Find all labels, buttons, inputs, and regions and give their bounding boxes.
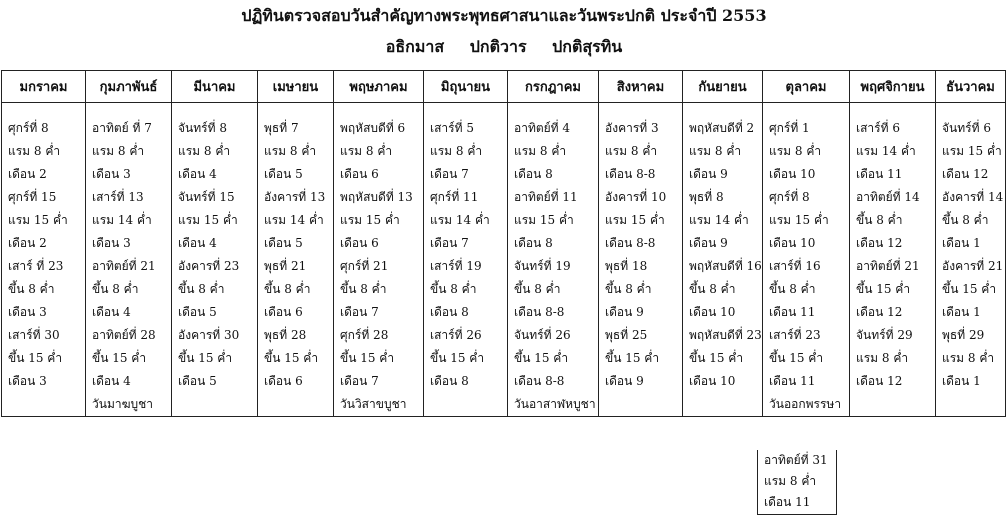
page-title: ปฏิทินตรวจสอบวันสำคัญทางพระพุทธศาสนาและวันพระปกติ ประจำปี 2553	[241, 6, 767, 25]
day-line: อังคารที่ 13	[264, 190, 326, 204]
lunar-month-line: เดือน 1	[942, 305, 981, 319]
lunar-phase-line: ขึ้น 15 ค่ำ	[769, 351, 824, 365]
lunar-month-line: เดือน 6	[340, 167, 379, 181]
lunar-phase-line: แรม 15 ค่ำ	[514, 213, 574, 227]
day-line: เสาร์ที่ 23	[769, 328, 821, 342]
lunar-month-line: เดือน 8	[430, 374, 469, 388]
day-cell	[850, 255, 936, 324]
lunar-month-line: เดือน 8	[514, 167, 553, 181]
lunar-phase-line: ขึ้น 15 ค่ำ	[264, 351, 319, 365]
lunar-month-line: เดือน 8-8	[605, 236, 656, 250]
day-cell	[258, 255, 334, 324]
day-cell	[2, 186, 86, 255]
lunar-phase-line: ขึ้น 8 ค่ำ	[769, 282, 816, 296]
day-cell	[683, 255, 763, 324]
lunar-phase-line: ขึ้น 15 ค่ำ	[430, 351, 485, 365]
day-line: ศุกร์ที่ 11	[430, 190, 479, 204]
day-line: ศุกร์ที่ 1	[769, 121, 810, 135]
subtitle-pakatiwan: ปกติวาร	[469, 37, 527, 56]
lunar-phase-line: แรม 14 ค่ำ	[92, 213, 152, 227]
day-cell	[86, 186, 172, 255]
day-cell	[683, 324, 763, 417]
day-line: ศุกร์ที่ 28	[340, 328, 389, 342]
day-line: อาทิตย์ที่ 21	[856, 259, 920, 273]
day-cell	[334, 324, 424, 417]
day-line: จันทร์ที่ 19	[514, 259, 571, 273]
lunar-phase-line: แรม 8 ค่ำ	[92, 144, 145, 158]
day-cell	[334, 255, 424, 324]
day-cell	[86, 324, 172, 417]
holiday-line: วันอาสาฬหบูชา	[514, 397, 596, 411]
holiday-line: วันออกพรรษา	[769, 397, 842, 411]
lunar-phase-line: ขึ้น 8 ค่ำ	[689, 282, 736, 296]
day-line: เสาร์ที่ 19	[430, 259, 482, 273]
lunar-month-line: เดือน 7	[340, 374, 379, 388]
lunar-month-line: เดือน 10	[769, 236, 816, 250]
day-line: อังคารที่ 3	[605, 121, 659, 135]
lunar-month-line: เดือน 12	[856, 374, 903, 388]
day-cell	[763, 103, 850, 187]
day-cell	[936, 324, 1006, 417]
day-cell	[2, 324, 86, 417]
day-cell	[936, 186, 1006, 255]
lunar-month-line: เดือน 9	[689, 167, 728, 181]
month-header: มกราคม	[2, 71, 86, 103]
lunar-phase-line: ขึ้น 8 ค่ำ	[514, 282, 561, 296]
lunar-month-line: เดือน 8-8	[605, 167, 656, 181]
lunar-phase-line: ขึ้น 15 ค่ำ	[340, 351, 395, 365]
day-line: ศุกร์ที่ 8	[769, 190, 810, 204]
subtitle-pakatisurathin: ปกติสุรทิน	[552, 37, 623, 56]
lunar-month-line: เดือน 6	[264, 305, 303, 319]
day-line: อาทิตย์ที่ 21	[92, 259, 156, 273]
lunar-phase-line: ขึ้น 8 ค่ำ	[605, 282, 652, 296]
month-header: สิงหาคม	[599, 71, 683, 103]
day-line: เสาร์ที่ 6	[856, 121, 900, 135]
lunar-month-line: เดือน 4	[92, 305, 131, 319]
day-line: พุธที่ 7	[264, 121, 299, 135]
day-line: พฤหัสบดีที่ 16	[689, 259, 762, 273]
holiday-line: วันมาฆบูชา	[92, 397, 153, 411]
lunar-phase-line: แรม 8 ค่ำ	[764, 474, 817, 488]
lunar-month-line: เดือน 8	[430, 305, 469, 319]
day-cell	[599, 186, 683, 255]
lunar-phase-line: ขึ้น 8 ค่ำ	[856, 213, 903, 227]
day-line: พุธที่ 18	[605, 259, 648, 273]
lunar-phase-line: ขึ้น 8 ค่ำ	[264, 282, 311, 296]
day-line: เสาร์ที่ 16	[769, 259, 821, 273]
month-header: พฤศจิกายน	[850, 71, 936, 103]
day-cell	[599, 255, 683, 324]
day-line: จันทร์ที่ 15	[178, 190, 235, 204]
day-cell	[508, 103, 599, 187]
month-header: พฤษภาคม	[334, 71, 424, 103]
day-line: อาทิตย์ที่ 11	[514, 190, 578, 204]
lunar-month-line: เดือน 3	[8, 374, 47, 388]
day-line: อาทิตย์ที่ 14	[856, 190, 920, 204]
calendar-body	[2, 103, 1006, 417]
lunar-phase-line: ขึ้น 8 ค่ำ	[942, 213, 989, 227]
lunar-phase-line: แรม 15 ค่ำ	[178, 213, 238, 227]
day-line: พฤหัสบดีที่ 6	[340, 121, 406, 135]
lunar-phase-line: แรม 8 ค่ำ	[514, 144, 567, 158]
lunar-month-line: เดือน 9	[689, 236, 728, 250]
calendar-table	[1, 70, 1006, 417]
lunar-phase-line: แรม 14 ค่ำ	[430, 213, 490, 227]
month-header: กันยายน	[683, 71, 763, 103]
day-cell	[424, 103, 508, 187]
lunar-phase-line: แรม 14 ค่ำ	[264, 213, 324, 227]
lunar-phase-line: ขึ้น 15 ค่ำ	[605, 351, 660, 365]
lunar-month-line: เดือน 6	[340, 236, 379, 250]
extra-day-cell	[757, 450, 837, 515]
lunar-phase-line: แรม 8 ค่ำ	[942, 351, 995, 365]
lunar-month-line: เดือน 11	[764, 495, 811, 509]
lunar-month-line: เดือน 2	[8, 236, 47, 250]
day-cell	[424, 186, 508, 255]
day-cell	[258, 324, 334, 417]
day-line: ศุกร์ที่ 21	[340, 259, 389, 273]
lunar-month-line: เดือน 9	[605, 305, 644, 319]
day-cell	[850, 103, 936, 187]
day-line: อาทิตย์ที่ 28	[92, 328, 156, 342]
day-line: เสาร์ที่ 5	[430, 121, 474, 135]
week-row	[2, 186, 1006, 255]
lunar-month-line: เดือน 2	[8, 167, 47, 181]
day-cell	[850, 324, 936, 417]
lunar-month-line: เดือน 6	[264, 374, 303, 388]
month-header: ธันวาคม	[936, 71, 1006, 103]
day-cell	[599, 324, 683, 417]
day-line: พุธที่ 21	[264, 259, 307, 273]
lunar-phase-line: ขึ้น 15 ค่ำ	[178, 351, 233, 365]
lunar-month-line: เดือน 11	[769, 374, 816, 388]
day-line: อังคารที่ 23	[178, 259, 240, 273]
day-line: พฤหัสบดีที่ 13	[340, 190, 413, 204]
day-line: ศุกร์ที่ 15	[8, 190, 57, 204]
lunar-phase-line: แรม 8 ค่ำ	[856, 351, 909, 365]
day-line: พฤหัสบดีที่ 23	[689, 328, 762, 342]
day-cell	[334, 186, 424, 255]
day-cell	[86, 103, 172, 187]
lunar-month-line: เดือน 10	[689, 374, 736, 388]
day-line: อาทิตย์ที่ 31	[764, 453, 828, 467]
day-line: จันทร์ที่ 8	[178, 121, 227, 135]
lunar-phase-line: ขึ้น 8 ค่ำ	[430, 282, 477, 296]
day-cell	[172, 255, 258, 324]
day-cell	[172, 186, 258, 255]
day-cell	[763, 186, 850, 255]
lunar-month-line: เดือน 4	[178, 236, 217, 250]
day-line: อาทิตย์ ที่ 7	[92, 121, 152, 135]
day-cell	[2, 103, 86, 187]
lunar-month-line: เดือน 3	[8, 305, 47, 319]
lunar-phase-line: แรม 8 ค่ำ	[8, 144, 61, 158]
day-cell	[508, 324, 599, 417]
lunar-phase-line: แรม 8 ค่ำ	[178, 144, 231, 158]
day-cell	[258, 103, 334, 187]
lunar-month-line: เดือน 12	[856, 305, 903, 319]
lunar-phase-line: ขึ้น 8 ค่ำ	[340, 282, 387, 296]
day-line: อังคารที่ 14	[942, 190, 1004, 204]
lunar-month-line: เดือน 3	[92, 167, 131, 181]
lunar-month-line: เดือน 8	[514, 236, 553, 250]
lunar-phase-line: แรม 8 ค่ำ	[430, 144, 483, 158]
day-cell	[683, 186, 763, 255]
lunar-phase-line: แรม 14 ค่ำ	[689, 213, 749, 227]
day-cell	[334, 103, 424, 187]
subtitle-adhikamas: อธิกมาส	[385, 37, 445, 56]
lunar-phase-line: ขึ้น 8 ค่ำ	[8, 282, 55, 296]
lunar-phase-line: ขึ้น 8 ค่ำ	[178, 282, 225, 296]
lunar-month-line: เดือน 11	[856, 167, 903, 181]
lunar-month-line: เดือน 10	[689, 305, 736, 319]
lunar-month-line: เดือน 1	[942, 374, 981, 388]
lunar-month-line: เดือน 10	[769, 167, 816, 181]
day-line: เสาร์ที่ 26	[430, 328, 482, 342]
day-cell	[508, 255, 599, 324]
lunar-month-line: เดือน 7	[430, 167, 469, 181]
month-header: ตุลาคม	[763, 71, 850, 103]
lunar-phase-line: แรม 8 ค่ำ	[769, 144, 822, 158]
lunar-phase-line: ขึ้น 15 ค่ำ	[942, 282, 997, 296]
day-cell	[258, 186, 334, 255]
lunar-phase-line: แรม 15 ค่ำ	[340, 213, 400, 227]
day-line: อาทิตย์ที่ 4	[514, 121, 571, 135]
page-subtitle	[0, 37, 1008, 57]
month-header: มีนาคม	[172, 71, 258, 103]
lunar-month-line: เดือน 3	[92, 236, 131, 250]
lunar-month-line: เดือน 12	[856, 236, 903, 250]
month-header: กุมภาพันธ์	[86, 71, 172, 103]
lunar-phase-line: ขึ้น 15 ค่ำ	[514, 351, 569, 365]
day-cell	[424, 324, 508, 417]
lunar-phase-line: ขึ้น 8 ค่ำ	[92, 282, 139, 296]
lunar-month-line: เดือน 8-8	[514, 374, 565, 388]
day-line: อังคารที่ 10	[605, 190, 667, 204]
lunar-month-line: เดือน 9	[605, 374, 644, 388]
day-cell	[172, 324, 258, 417]
day-line: จันทร์ที่ 29	[856, 328, 913, 342]
day-line: พุธที่ 29	[942, 328, 985, 342]
lunar-month-line: เดือน 12	[942, 167, 989, 181]
lunar-phase-line: ขึ้น 15 ค่ำ	[92, 351, 147, 365]
day-line: จันทร์ที่ 26	[514, 328, 571, 342]
day-cell	[763, 324, 850, 417]
holiday-line: วันวิสาขบูชา	[340, 397, 407, 411]
day-line: เสาร์ที่ 30	[8, 328, 60, 342]
day-line: จันทร์ที่ 6	[942, 121, 991, 135]
day-line: ศุกร์ที่ 8	[8, 121, 49, 135]
lunar-phase-line: แรม 14 ค่ำ	[856, 144, 916, 158]
lunar-phase-line: ขึ้น 15 ค่ำ	[8, 351, 63, 365]
week-row	[2, 324, 1006, 417]
lunar-phase-line: แรม 8 ค่ำ	[340, 144, 393, 158]
lunar-phase-line: แรม 8 ค่ำ	[605, 144, 658, 158]
lunar-phase-line: แรม 15 ค่ำ	[769, 213, 829, 227]
day-line: พุธที่ 25	[605, 328, 648, 342]
lunar-month-line: เดือน 5	[264, 236, 303, 250]
month-header: กรกฎาคม	[508, 71, 599, 103]
day-line: พุธที่ 28	[264, 328, 307, 342]
lunar-phase-line: แรม 8 ค่ำ	[689, 144, 742, 158]
day-cell	[936, 255, 1006, 324]
lunar-month-line: เดือน 11	[769, 305, 816, 319]
week-row	[2, 255, 1006, 324]
day-cell	[599, 103, 683, 187]
lunar-month-line: เดือน 4	[92, 374, 131, 388]
day-line: อังคารที่ 30	[178, 328, 240, 342]
day-cell	[508, 186, 599, 255]
lunar-month-line: เดือน 8-8	[514, 305, 565, 319]
day-line: พฤหัสบดีที่ 2	[689, 121, 755, 135]
day-cell	[763, 255, 850, 324]
lunar-month-line: เดือน 4	[178, 167, 217, 181]
day-cell	[172, 103, 258, 187]
lunar-phase-line: แรม 15 ค่ำ	[942, 144, 1002, 158]
lunar-phase-line: แรม 8 ค่ำ	[264, 144, 317, 158]
lunar-month-line: เดือน 5	[178, 305, 217, 319]
day-line: เสาร์ ที่ 23	[8, 259, 64, 273]
lunar-month-line: เดือน 1	[942, 236, 981, 250]
month-header: เมษายน	[258, 71, 334, 103]
day-line: เสาร์ที่ 13	[92, 190, 144, 204]
day-cell	[683, 103, 763, 187]
lunar-month-line: เดือน 7	[430, 236, 469, 250]
week-row	[2, 103, 1006, 187]
day-cell	[2, 255, 86, 324]
day-cell	[86, 255, 172, 324]
month-header: มิถุนายน	[424, 71, 508, 103]
lunar-phase-line: ขึ้น 15 ค่ำ	[856, 282, 911, 296]
day-line: อังคารที่ 21	[942, 259, 1004, 273]
month-header-row	[2, 71, 1006, 103]
day-line: พุธที่ 8	[689, 190, 724, 204]
lunar-month-line: เดือน 5	[178, 374, 217, 388]
day-cell	[850, 186, 936, 255]
lunar-phase-line: แรม 15 ค่ำ	[605, 213, 665, 227]
lunar-month-line: เดือน 5	[264, 167, 303, 181]
lunar-phase-line: แรม 15 ค่ำ	[8, 213, 68, 227]
lunar-month-line: เดือน 7	[340, 305, 379, 319]
day-cell	[424, 255, 508, 324]
day-cell	[936, 103, 1006, 187]
lunar-phase-line: ขึ้น 15 ค่ำ	[689, 351, 744, 365]
